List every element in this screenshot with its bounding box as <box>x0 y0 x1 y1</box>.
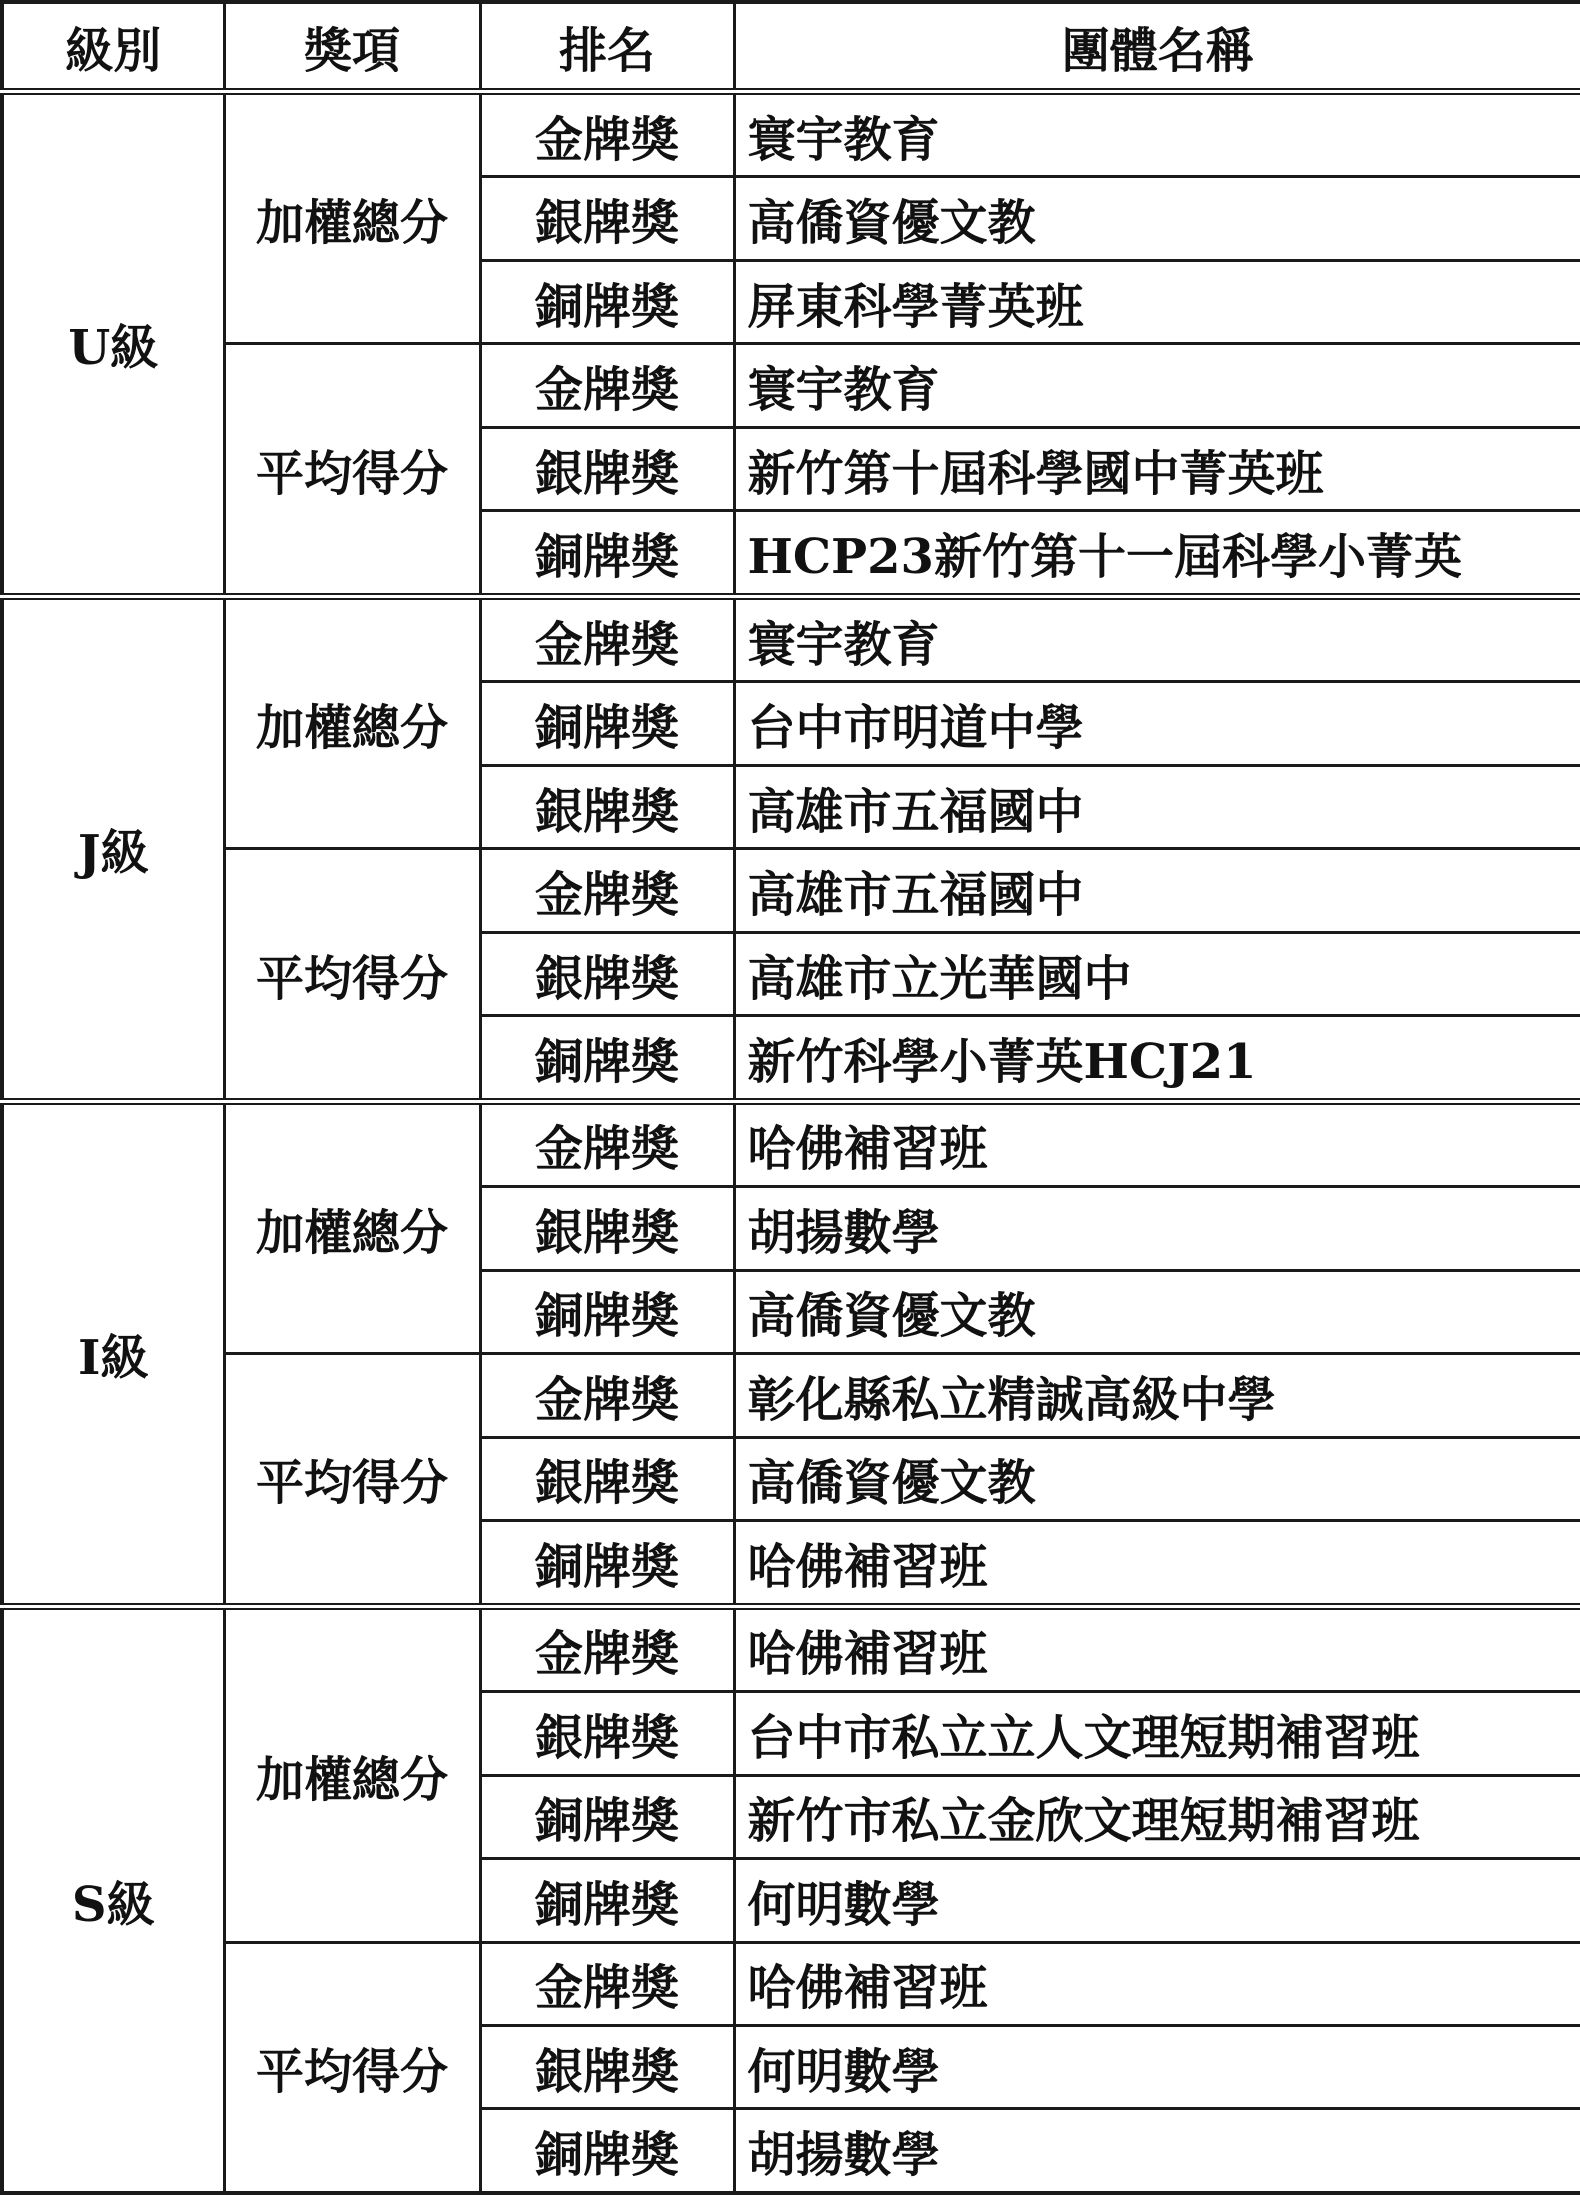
team-name-cell: 哈佛補習班 <box>734 1521 1580 1607</box>
level-cell: U級 <box>2 92 224 597</box>
header-team-name: 團體名稱 <box>734 2 1580 92</box>
level-group <box>2 1101 1580 1606</box>
award-cell: 加權總分 <box>224 1606 480 1942</box>
level-cell: J級 <box>2 596 224 1101</box>
team-name-cell: 新竹市私立金欣文理短期補習班 <box>734 1775 1580 1858</box>
team-name-cell: 台中市明道中學 <box>734 682 1580 765</box>
rank-cell: 金牌獎 <box>480 849 734 932</box>
table-row <box>2 1942 1580 2025</box>
table-row <box>2 1101 1580 1186</box>
team-name-cell: 高僑資優文教 <box>734 177 1580 260</box>
team-name-cell: 高雄市五福國中 <box>734 849 1580 932</box>
team-name-cell: 彰化縣私立精誠高級中學 <box>734 1354 1580 1437</box>
rank-cell: 銅牌獎 <box>480 2109 734 2193</box>
rank-cell: 金牌獎 <box>480 1101 734 1186</box>
table-row <box>2 849 1580 932</box>
level-group <box>2 92 1580 597</box>
header-rank: 排名 <box>480 2 734 92</box>
rank-cell: 銀牌獎 <box>480 1437 734 1520</box>
rank-cell: 金牌獎 <box>480 92 734 177</box>
team-name-cell: 新竹科學小菁英HCJ21 <box>734 1016 1580 1102</box>
rank-cell: 銅牌獎 <box>480 1775 734 1858</box>
team-name-cell: 高雄市立光華國中 <box>734 932 1580 1015</box>
rank-cell: 銀牌獎 <box>480 177 734 260</box>
level-cell: S級 <box>2 1606 224 2193</box>
award-cell: 平均得分 <box>224 1942 480 2193</box>
team-name-cell: 何明數學 <box>734 2025 1580 2108</box>
rank-cell: 銅牌獎 <box>480 1859 734 1942</box>
table-row <box>2 1354 1580 1437</box>
table-row <box>2 344 1580 427</box>
rank-cell: 銀牌獎 <box>480 1692 734 1775</box>
table-row <box>2 92 1580 177</box>
award-cell: 平均得分 <box>224 1354 480 1606</box>
level-cell: I級 <box>2 1101 224 1606</box>
rank-cell: 銅牌獎 <box>480 1016 734 1102</box>
award-cell: 加權總分 <box>224 92 480 344</box>
rank-cell: 金牌獎 <box>480 1942 734 2025</box>
level-group <box>2 1606 1580 2193</box>
rank-cell: 金牌獎 <box>480 1354 734 1437</box>
rank-cell: 金牌獎 <box>480 344 734 427</box>
team-name-cell: 高僑資優文教 <box>734 1270 1580 1353</box>
header-row <box>2 2 1580 92</box>
rank-cell: 銀牌獎 <box>480 2025 734 2108</box>
table-row <box>2 1606 1580 1691</box>
table-row <box>2 596 1580 681</box>
rank-cell: 銅牌獎 <box>480 682 734 765</box>
team-name-cell: 胡揚數學 <box>734 2109 1580 2193</box>
team-name-cell: HCP23新竹第十一屆科學小菁英 <box>734 511 1580 597</box>
header-level: 級別 <box>2 2 224 92</box>
team-name-cell: 寰宇教育 <box>734 596 1580 681</box>
team-name-cell: 寰宇教育 <box>734 344 1580 427</box>
rank-cell: 金牌獎 <box>480 1606 734 1691</box>
team-name-cell: 哈佛補習班 <box>734 1942 1580 2025</box>
award-cell: 平均得分 <box>224 344 480 596</box>
team-name-cell: 胡揚數學 <box>734 1187 1580 1270</box>
team-name-cell: 哈佛補習班 <box>734 1606 1580 1691</box>
rank-cell: 銅牌獎 <box>480 260 734 343</box>
rank-cell: 銀牌獎 <box>480 765 734 848</box>
team-name-cell: 寰宇教育 <box>734 92 1580 177</box>
rank-cell: 銅牌獎 <box>480 1521 734 1607</box>
team-name-cell: 台中市私立立人文理短期補習班 <box>734 1692 1580 1775</box>
rank-cell: 銅牌獎 <box>480 1270 734 1353</box>
rank-cell: 銀牌獎 <box>480 932 734 1015</box>
table-header <box>2 2 1580 92</box>
team-name-cell: 哈佛補習班 <box>734 1101 1580 1186</box>
award-cell: 加權總分 <box>224 596 480 848</box>
team-name-cell: 新竹第十屆科學國中菁英班 <box>734 427 1580 510</box>
team-name-cell: 高雄市五福國中 <box>734 765 1580 848</box>
rank-cell: 銅牌獎 <box>480 511 734 597</box>
rank-cell: 銀牌獎 <box>480 427 734 510</box>
team-name-cell: 何明數學 <box>734 1859 1580 1942</box>
award-cell: 加權總分 <box>224 1101 480 1353</box>
rank-cell: 金牌獎 <box>480 596 734 681</box>
award-cell: 平均得分 <box>224 849 480 1101</box>
team-name-cell: 屏東科學菁英班 <box>734 260 1580 343</box>
rank-cell: 銀牌獎 <box>480 1187 734 1270</box>
header-award: 獎項 <box>224 2 480 92</box>
level-group <box>2 596 1580 1101</box>
team-name-cell: 高僑資優文教 <box>734 1437 1580 1520</box>
